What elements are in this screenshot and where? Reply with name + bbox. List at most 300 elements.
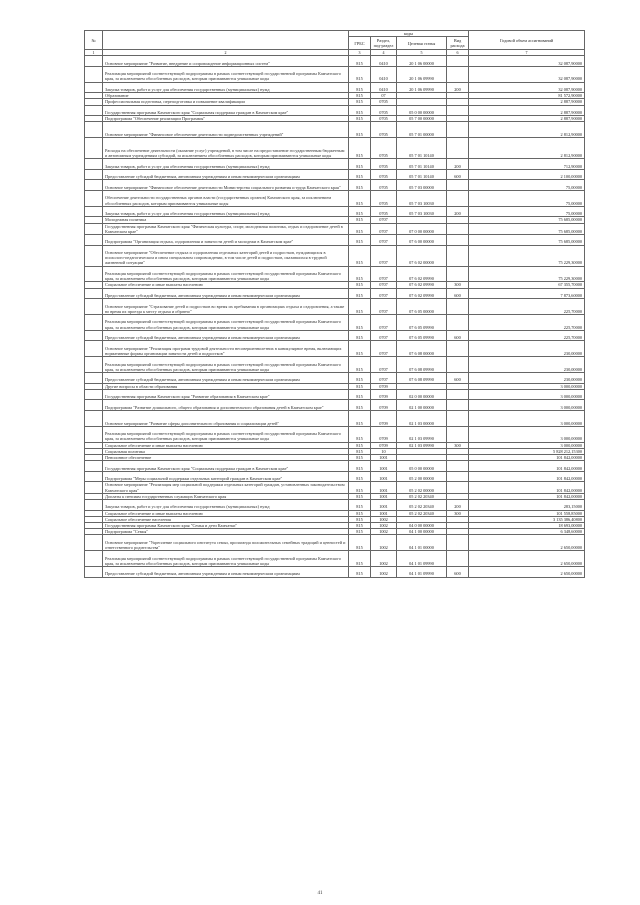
grbs-code: 815 xyxy=(349,535,371,551)
table-row xyxy=(85,223,585,234)
table-row xyxy=(85,122,585,138)
item-name: Закупка товаров, работ и услуг для обеспечения государственных (муниципальных) нужд xyxy=(103,499,349,510)
table-row xyxy=(85,471,585,482)
annual-amount: 225,70000 xyxy=(469,299,585,315)
target-article: 07 6 08 09990 xyxy=(397,372,447,383)
table-row xyxy=(85,190,585,206)
table-row xyxy=(85,245,585,266)
annual-amount: 2 650,00000 xyxy=(469,551,585,567)
target-article: 05 2 02 00000 xyxy=(397,482,447,493)
grbs-code: 815 xyxy=(349,245,371,266)
razdel-code: 0707 xyxy=(371,245,397,266)
item-name: Социальное обеспечение населения xyxy=(103,516,349,522)
grbs-code: 815 xyxy=(349,138,371,159)
target-article: 07 6 05 09990 xyxy=(397,330,447,341)
target-article: 20 1 06 00000 xyxy=(397,56,447,67)
table-row xyxy=(85,159,585,170)
razdel-code: 0705 xyxy=(371,190,397,206)
annual-amount: 75,00000 xyxy=(469,180,585,191)
razdel-code: 0705 xyxy=(371,180,397,191)
grbs-code: 815 xyxy=(349,372,371,383)
colnum-6: 6 xyxy=(447,50,469,56)
grbs-code: 815 xyxy=(349,82,371,93)
target-article: 02 1 03 00000 xyxy=(397,410,447,426)
annual-amount: 75 685,00000 xyxy=(469,234,585,245)
table-row xyxy=(85,266,585,282)
row-num xyxy=(85,138,103,159)
row-num xyxy=(85,66,103,82)
row-num xyxy=(85,426,103,442)
grbs-code: 815 xyxy=(349,217,371,223)
expense-type xyxy=(447,471,469,482)
item-name: Основное мероприятие "Реализация мер социальной поддержки отдельных категорий граждан, установленных законодательством Камчатского края" xyxy=(103,482,349,493)
razdel-code: 0707 xyxy=(371,330,397,341)
annual-amount: 2 887,90000 xyxy=(469,116,585,122)
razdel-code: 0707 xyxy=(371,314,397,330)
annual-amount: 32 087,90000 xyxy=(469,56,585,67)
razdel-code: 1001 xyxy=(371,461,397,472)
grbs-code: 815 xyxy=(349,314,371,330)
item-name: Образование xyxy=(103,93,349,99)
table-row xyxy=(85,299,585,315)
grbs-code: 815 xyxy=(349,448,371,454)
item-name: Реализация мероприятий соответствующей подпрограммы в рамках соответствующей государственной программы Камчатского края, за исключением обособленных расходов, которым присваиваются уникальные коды xyxy=(103,357,349,373)
row-num xyxy=(85,266,103,282)
table-row xyxy=(85,566,585,577)
grbs-code: 815 xyxy=(349,426,371,442)
razdel-code: 0705 xyxy=(371,138,397,159)
row-num xyxy=(85,499,103,510)
table-row xyxy=(85,234,585,245)
expense-type: 600 xyxy=(447,372,469,383)
grbs-code: 815 xyxy=(349,116,371,122)
row-num xyxy=(85,471,103,482)
grbs-code: 815 xyxy=(349,529,371,535)
grbs-code: 815 xyxy=(349,56,371,67)
row-num xyxy=(85,482,103,493)
row-num xyxy=(85,461,103,472)
row-num xyxy=(85,234,103,245)
target-article: 07 6 02 09990 xyxy=(397,282,447,288)
target-article: 04 1 01 09990 xyxy=(397,551,447,567)
annual-amount: 75 229,30000 xyxy=(469,266,585,282)
item-name: Подпрограмма "Семья" xyxy=(103,529,349,535)
annual-amount: 3 000,00000 xyxy=(469,426,585,442)
razdel-code: 07 xyxy=(371,93,397,99)
item-name: Предоставление субсидий бюджетным, автономным учреждениям и иным некоммерческим организациям xyxy=(103,372,349,383)
target-article: 07 6 08 00000 xyxy=(397,341,447,357)
annual-amount: 3 135 386,40800 xyxy=(469,516,585,522)
row-num xyxy=(85,372,103,383)
table-row xyxy=(85,341,585,357)
item-name: Обеспечение деятельности государственных органов власти (государственных органов) Камчатского края, за исключением обособленных расходов, которым присваиваются уникальные коды xyxy=(103,190,349,206)
annual-amount: 75 229,30000 xyxy=(469,245,585,266)
target-article: 05 2 02 20340 xyxy=(397,499,447,510)
razdel-code: 0705 xyxy=(371,122,397,138)
grbs-code: 815 xyxy=(349,357,371,373)
annual-amount: 75 685,00000 xyxy=(469,217,585,223)
annual-amount: 225,70000 xyxy=(469,314,585,330)
row-num xyxy=(85,535,103,551)
grbs-code: 815 xyxy=(349,299,371,315)
grbs-code: 815 xyxy=(349,383,371,389)
annual-amount: 3 000,00000 xyxy=(469,400,585,411)
razdel-code: 0707 xyxy=(371,372,397,383)
annual-amount: 75,00000 xyxy=(469,190,585,206)
header-total: Годовой объем ассигнований xyxy=(469,31,585,50)
item-name: Государственная программа Камчатского края "Семья и дети Камчатки" xyxy=(103,522,349,528)
table-row xyxy=(85,551,585,567)
target-article: 05 7 01 10140 xyxy=(397,169,447,180)
annual-amount: 230,00000 xyxy=(469,372,585,383)
row-num xyxy=(85,400,103,411)
razdel-code: 0707 xyxy=(371,341,397,357)
razdel-code: 1002 xyxy=(371,551,397,567)
razdel-code: 0709 xyxy=(371,426,397,442)
annual-amount: 7 873,60000 xyxy=(469,288,585,299)
razdel-code: 1001 xyxy=(371,493,397,499)
item-name: Реализация мероприятий соответствующей подпрограммы в рамках соответствующей государственной программы Камчатского края, за исключением обособленных расходов, которым присваиваются уникальные коды xyxy=(103,426,349,442)
razdel-code: 0410 xyxy=(371,56,397,67)
target-article: 02 0 00 00000 xyxy=(397,389,447,400)
target-article: 05 7 03 10030 xyxy=(397,190,447,206)
target-article: 07 6 08 09990 xyxy=(397,357,447,373)
expense-type: 600 xyxy=(447,330,469,341)
item-name: Предоставление субсидий бюджетным, автономным учреждениям и иным некоммерческим организациям xyxy=(103,330,349,341)
expense-type: 600 xyxy=(447,288,469,299)
grbs-code: 815 xyxy=(349,566,371,577)
row-num xyxy=(85,341,103,357)
expense-type xyxy=(447,105,469,116)
item-name: Предоставление субсидий бюджетным, автономным учреждениям и иным некоммерческим организациям xyxy=(103,288,349,299)
annual-amount: 2 650,00000 xyxy=(469,566,585,577)
item-name: Социальная политика xyxy=(103,448,349,454)
expense-type xyxy=(447,66,469,82)
colnum-1: 1 xyxy=(85,50,103,56)
target-article: 05 7 01 10140 xyxy=(397,138,447,159)
expense-type xyxy=(447,341,469,357)
expense-type xyxy=(447,245,469,266)
razdel-code: 0707 xyxy=(371,299,397,315)
grbs-code: 815 xyxy=(349,400,371,411)
annual-amount: 101 842,00000 xyxy=(469,482,585,493)
item-name: Реализация мероприятий соответствующей подпрограммы в рамках соответствующей государственной программы Камчатского края, за исключением обособленных расходов, которым присваиваются уникальные коды xyxy=(103,314,349,330)
annual-amount: 2 812,90000 xyxy=(469,122,585,138)
item-name: Основное мероприятие "Укрепление социального института семьи, пропаганда положительных семейных традиций и ценностей и ответственного родительства" xyxy=(103,535,349,551)
grbs-code: 815 xyxy=(349,410,371,426)
table-row xyxy=(85,461,585,472)
razdel-code: 0705 xyxy=(371,99,397,105)
grbs-code: 815 xyxy=(349,180,371,191)
item-name: Расходы на обеспечение деятельности (оказание услуг) учреждений, в том числе на предоставление государственным бюджетным и автономным учреждениям субсидий, за исключением обособленных расходов, которым присваиваются уникальные коды xyxy=(103,138,349,159)
razdel-code: 0705 xyxy=(371,206,397,217)
row-num xyxy=(85,551,103,567)
razdel-code: 0707 xyxy=(371,266,397,282)
table-row xyxy=(85,372,585,383)
annual-amount: 2 100,00000 xyxy=(469,169,585,180)
expense-type: 600 xyxy=(447,169,469,180)
target-article: 04 1 01 00000 xyxy=(397,535,447,551)
annual-amount: 101 842,00000 xyxy=(469,471,585,482)
page-number: 41 xyxy=(317,891,323,896)
razdel-code: 0709 xyxy=(371,389,397,400)
annual-amount: 101 842,00000 xyxy=(469,461,585,472)
item-name: Подпрограмма "Развитие дошкольного, общего образования и дополнительного образования детей в Камчатском крае" xyxy=(103,400,349,411)
razdel-code: 1001 xyxy=(371,454,397,460)
target-article: 07 6 05 09990 xyxy=(397,314,447,330)
expense-type xyxy=(447,461,469,472)
target-article: 07 6 05 00000 xyxy=(397,299,447,315)
budget-rows xyxy=(85,56,585,577)
annual-amount: 67 355,70000 xyxy=(469,282,585,288)
razdel-code: 1002 xyxy=(371,522,397,528)
annual-amount: 3 000,00000 xyxy=(469,410,585,426)
item-name: Предоставление субсидий бюджетным, автономным учреждениям и иным некоммерческим организациям xyxy=(103,169,349,180)
target-article: 05 0 00 00000 xyxy=(397,461,447,472)
row-num xyxy=(85,299,103,315)
target-article: 02 1 03 09990 xyxy=(397,442,447,448)
annual-amount: 75,00000 xyxy=(469,206,585,217)
grbs-code: 815 xyxy=(349,551,371,567)
razdel-code: 1002 xyxy=(371,516,397,522)
grbs-code: 815 xyxy=(349,288,371,299)
item-name: Другие вопросы в области образования xyxy=(103,383,349,389)
table-row xyxy=(85,66,585,82)
grbs-code: 815 xyxy=(349,169,371,180)
expense-type xyxy=(447,223,469,234)
row-num xyxy=(85,82,103,93)
expense-type xyxy=(447,551,469,567)
item-name: Пенсионное обеспечение xyxy=(103,454,349,460)
item-name: Закупка товаров, работ и услуг для обеспечения государственных (муниципальных) нужд xyxy=(103,206,349,217)
header-name xyxy=(103,31,349,50)
razdel-code: 0707 xyxy=(371,217,397,223)
annual-amount: 18 693,00000 xyxy=(469,522,585,528)
grbs-code: 815 xyxy=(349,266,371,282)
target-article: 04 1 00 00000 xyxy=(397,529,447,535)
annual-amount: 101 558,85000 xyxy=(469,510,585,516)
row-num xyxy=(85,314,103,330)
expense-type: 200 xyxy=(447,499,469,510)
table-row xyxy=(85,314,585,330)
expense-type xyxy=(447,535,469,551)
annual-amount: 230,00000 xyxy=(469,341,585,357)
razdel-code: 0410 xyxy=(371,66,397,82)
expense-type xyxy=(447,122,469,138)
expense-type xyxy=(447,389,469,400)
razdel-code: 0705 xyxy=(371,159,397,170)
razdel-code: 0709 xyxy=(371,400,397,411)
expense-type xyxy=(447,56,469,67)
annual-amount: 32 087,90000 xyxy=(469,82,585,93)
annual-amount: 3 000,00000 xyxy=(469,442,585,448)
razdel-code: 0707 xyxy=(371,288,397,299)
annual-amount: 2 887,90000 xyxy=(469,105,585,116)
colnum-5: 5 xyxy=(397,50,447,56)
expense-type xyxy=(447,426,469,442)
item-name: Государственная программа Камчатского края "Физическая культура, спорт, молодежная политика, отдых и оздоровление детей в Камчатском крае" xyxy=(103,223,349,234)
row-num xyxy=(85,180,103,191)
item-name: Основное мероприятие "Развитие сферы дополнительного образования и социализации детей" xyxy=(103,410,349,426)
annual-amount: 75 685,00000 xyxy=(469,223,585,234)
razdel-code: 1001 xyxy=(371,482,397,493)
colnum-7: 7 xyxy=(469,50,585,56)
expense-type xyxy=(447,190,469,206)
row-num xyxy=(85,566,103,577)
expense-type xyxy=(447,266,469,282)
item-name: Социальное обеспечение и иные выплаты населению xyxy=(103,510,349,516)
razdel-code: 0709 xyxy=(371,442,397,448)
razdel-code: 1001 xyxy=(371,471,397,482)
table-row xyxy=(85,56,585,67)
target-article: 05 7 01 10140 xyxy=(397,159,447,170)
table-row xyxy=(85,105,585,116)
annual-amount: 5 828 212,15300 xyxy=(469,448,585,454)
table-row xyxy=(85,357,585,373)
expense-type xyxy=(447,299,469,315)
target-article: 02 1 03 09990 xyxy=(397,426,447,442)
header-vid: Вид расхода xyxy=(447,37,469,50)
annual-amount: 101 842,00000 xyxy=(469,454,585,460)
row-num xyxy=(85,330,103,341)
expense-type xyxy=(447,314,469,330)
target-article: 05 7 03 00000 xyxy=(397,180,447,191)
item-name: Государственная программа Камчатского края "Социальная поддержка граждан в Камчатском крае" xyxy=(103,461,349,472)
target-article: 05 7 03 10030 xyxy=(397,206,447,217)
expense-type: 600 xyxy=(447,566,469,577)
table-row xyxy=(85,138,585,159)
razdel-code: 1001 xyxy=(371,510,397,516)
row-num xyxy=(85,105,103,116)
item-name: Закупка товаров, работ и услуг для обеспечения государственных (муниципальных) нужд xyxy=(103,159,349,170)
item-name: Реализация мероприятий соответствующей подпрограммы в рамках соответствующей государственной программы Камчатского края, за исключением обособленных расходов, которым присваиваются уникальные коды xyxy=(103,551,349,567)
razdel-code: 0707 xyxy=(371,234,397,245)
row-num xyxy=(85,223,103,234)
razdel-code: 0707 xyxy=(371,357,397,373)
target-article: 20 1 06 09990 xyxy=(397,66,447,82)
table-row xyxy=(85,535,585,551)
target-article: 05 2 00 00000 xyxy=(397,471,447,482)
annual-amount: 101 842,00000 xyxy=(469,493,585,499)
item-name: Основное мероприятие "Развитие, внедрение и сопровождение информационных систем" xyxy=(103,56,349,67)
grbs-code: 815 xyxy=(349,105,371,116)
grbs-code: 815 xyxy=(349,93,371,99)
expense-type: 200 xyxy=(447,159,469,170)
target-article: 07 6 02 09990 xyxy=(397,288,447,299)
grbs-code: 815 xyxy=(349,389,371,400)
target-article: 04 0 00 00000 xyxy=(397,522,447,528)
table-row xyxy=(85,400,585,411)
item-name: Основное мероприятие "Страхование детей и подростков во время их пребывания в организациях отдыха и оздоровления, а также во время их проезда к месту отдыха и обратно" xyxy=(103,299,349,315)
grbs-code: 815 xyxy=(349,510,371,516)
row-num xyxy=(85,169,103,180)
razdel-code: 10 xyxy=(371,448,397,454)
grbs-code: 815 xyxy=(349,493,371,499)
annual-amount: 2 812,90000 xyxy=(469,138,585,159)
grbs-code: 815 xyxy=(349,282,371,288)
expense-type: 300 xyxy=(447,282,469,288)
target-article: 20 1 06 09990 xyxy=(397,82,447,93)
expense-type xyxy=(447,357,469,373)
target-article: 05 0 00 00000 xyxy=(397,105,447,116)
header-razdel: Раздел, под-раздел xyxy=(371,37,397,50)
annual-amount: 81 572,90000 xyxy=(469,93,585,99)
table-row xyxy=(85,169,585,180)
razdel-code: 1002 xyxy=(371,529,397,535)
item-name: Молодежная политика xyxy=(103,217,349,223)
colnum-2: 2 xyxy=(103,50,349,56)
grbs-code: 815 xyxy=(349,122,371,138)
table-row xyxy=(85,82,585,93)
grbs-code: 815 xyxy=(349,522,371,528)
target-article: 07 6 02 00000 xyxy=(397,245,447,266)
table-row xyxy=(85,410,585,426)
razdel-code: 0707 xyxy=(371,282,397,288)
budget-page xyxy=(84,30,584,578)
razdel-code: 1002 xyxy=(371,566,397,577)
row-num xyxy=(85,190,103,206)
item-name: Основное мероприятие "Финансовое обеспечение деятельности подведомственных учреждений" xyxy=(103,122,349,138)
annual-amount: 3 000,00000 xyxy=(469,383,585,389)
item-name: Социальное обеспечение и иные выплаты населению xyxy=(103,282,349,288)
grbs-code: 815 xyxy=(349,330,371,341)
item-name: Государственная программа Камчатского края "Социальная поддержка граждан в Камчатском крае" xyxy=(103,105,349,116)
header-num: № xyxy=(85,31,103,50)
expense-type: 300 xyxy=(447,442,469,448)
target-article: 04 1 01 09990 xyxy=(397,566,447,577)
item-name: Подпрограмма "Организация отдыха, оздоровления и занятости детей и молодежи в Камчатском крае" xyxy=(103,234,349,245)
grbs-code: 815 xyxy=(349,99,371,105)
grbs-code: 815 xyxy=(349,223,371,234)
row-num xyxy=(85,389,103,400)
expense-type xyxy=(447,482,469,493)
row-num xyxy=(85,410,103,426)
grbs-code: 815 xyxy=(349,482,371,493)
target-article: 02 1 00 00000 xyxy=(397,400,447,411)
target-article: 05 2 02 20340 xyxy=(397,493,447,499)
razdel-code: 1001 xyxy=(371,499,397,510)
annual-amount: 32 087,90000 xyxy=(469,66,585,82)
grbs-code: 815 xyxy=(349,454,371,460)
colnum-4: 4 xyxy=(371,50,397,56)
grbs-code: 815 xyxy=(349,234,371,245)
item-name: Подпрограмма "Обеспечение реализации Программы" xyxy=(103,116,349,122)
expense-type xyxy=(447,400,469,411)
item-name: Основное мероприятие "Финансовое обеспечение деятельности Министерства социального развития и труда Камчатского края" xyxy=(103,180,349,191)
expense-type: 200 xyxy=(447,82,469,93)
item-name: Закупка товаров, работ и услуг для обеспечения государственных (муниципальных) нужд xyxy=(103,82,349,93)
table-row xyxy=(85,288,585,299)
target-article: 07 6 00 00000 xyxy=(397,234,447,245)
grbs-code: 815 xyxy=(349,66,371,82)
expense-type xyxy=(447,234,469,245)
expense-type xyxy=(447,180,469,191)
grbs-code: 815 xyxy=(349,442,371,448)
budget-table xyxy=(84,30,585,578)
item-name: Реализация мероприятий соответствующей подпрограммы в рамках соответствующей государственной программы Камчатского края, за исключением обособленных расходов, которым присваиваются уникальные коды xyxy=(103,266,349,282)
row-num xyxy=(85,56,103,67)
annual-amount: 230,00000 xyxy=(469,357,585,373)
item-name: Подпрограмма "Меры социальной поддержки отдельных категорий граждан в Камчатском крае" xyxy=(103,471,349,482)
target-article: 05 7 00 00000 xyxy=(397,116,447,122)
annual-amount: 3 000,00000 xyxy=(469,389,585,400)
expense-type: 200 xyxy=(447,206,469,217)
item-name: Доплаты к пенсиям государственных служащих Камчатского края xyxy=(103,493,349,499)
row-num xyxy=(85,357,103,373)
annual-amount: 225,70000 xyxy=(469,330,585,341)
row-num xyxy=(85,288,103,299)
row-num xyxy=(85,122,103,138)
